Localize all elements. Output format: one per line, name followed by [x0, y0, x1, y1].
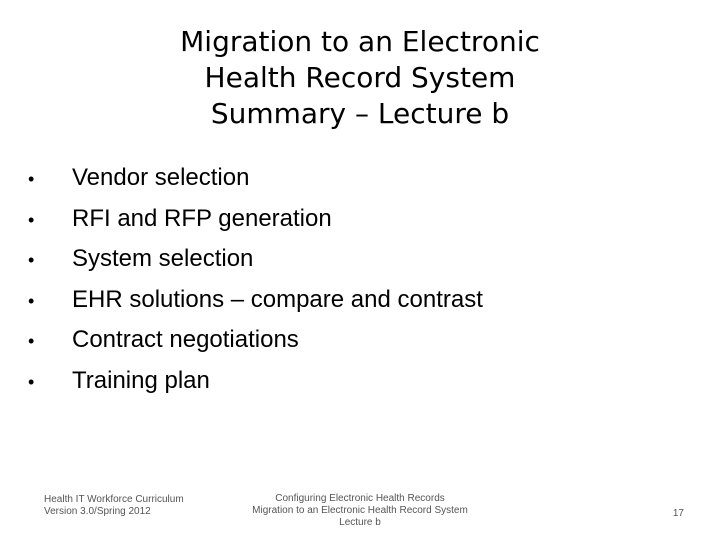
- bullet-item: [28, 280, 483, 321]
- bullet-text: System selection: [72, 245, 254, 272]
- bullet-list: [28, 158, 483, 401]
- bullet-item: [28, 320, 483, 361]
- bullet-icon: •: [28, 169, 35, 189]
- title-line: Health Record System: [204, 61, 516, 94]
- bullet-item: [28, 239, 483, 280]
- bullet-text: Training plan: [72, 366, 210, 394]
- bullet-text: EHR solutions – compare and contrast: [72, 285, 483, 313]
- footer-left-line: Health IT Workforce Curriculum: [44, 494, 184, 505]
- bullet-text: Vendor selection: [72, 164, 250, 191]
- footer-curriculum: [44, 494, 184, 518]
- bullet-icon: •: [28, 331, 35, 351]
- title-line: Summary – Lecture b: [210, 97, 510, 130]
- bullet-icon: •: [28, 250, 35, 270]
- footer-left-line: Version 3.0/Spring 2012: [44, 506, 151, 517]
- footer-center-line: Migration to an Electronic Health Record System: [252, 505, 468, 516]
- bullet-item: [28, 361, 483, 402]
- bullet-icon: •: [28, 290, 35, 311]
- bullet-item: [28, 199, 483, 240]
- page-number: 17: [672, 508, 684, 519]
- bullet-text: RFI and RFP generation: [72, 204, 332, 232]
- bullet-icon: •: [28, 209, 35, 230]
- footer-course-info: [240, 493, 480, 529]
- bullet-text: Contract negotiations: [72, 326, 299, 353]
- slide-title: [60, 24, 660, 132]
- footer-center-line: Lecture b: [339, 517, 381, 528]
- bullet-icon: •: [28, 371, 35, 392]
- bullet-item: [28, 158, 483, 199]
- footer-center-line: Configuring Electronic Health Records: [275, 493, 445, 504]
- title-line: Migration to an Electronic: [180, 25, 540, 58]
